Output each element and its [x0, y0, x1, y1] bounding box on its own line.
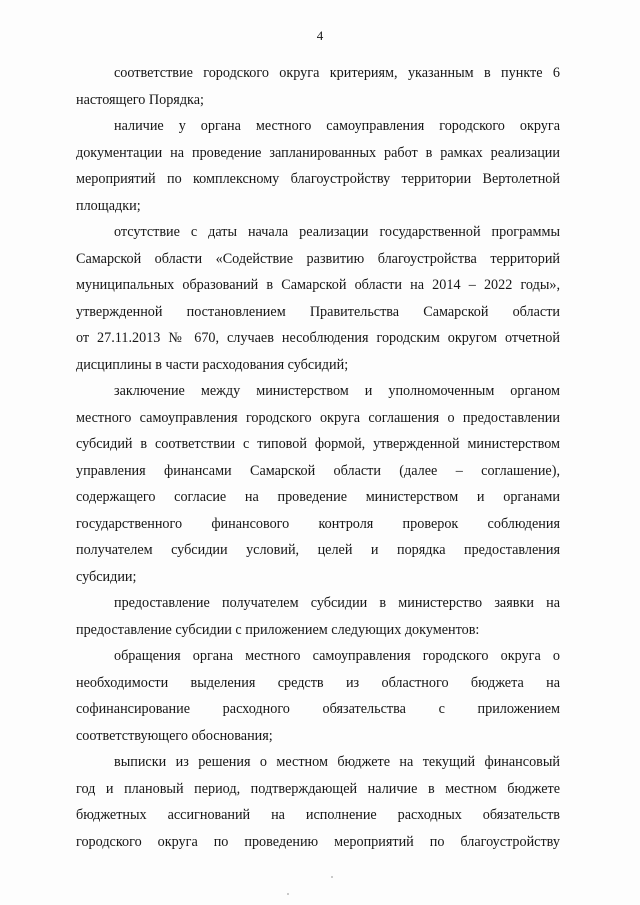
text-line: софинансирование расходного обязательства с приложением — [76, 701, 560, 717]
paragraph-documentation — [76, 113, 560, 219]
text-line: местного самоуправления городского округа соглашения о предоставлении — [76, 409, 560, 426]
document-body — [76, 60, 560, 855]
text-line: получателем субсидии условий, целей и порядка предоставления — [76, 542, 560, 558]
text-line: муниципальных образований в Самарской области на 2014 – 2022 годы», — [76, 277, 560, 293]
paragraph-criteria-compliance — [76, 60, 560, 113]
text-line: утвержденной постановлением Правительства Самарской области — [76, 303, 560, 320]
text-line: наличие у органа местного самоуправления городского округа — [114, 118, 560, 134]
text-line: содержащего согласие на проведение министерством и органами — [76, 489, 560, 505]
text-line: заключение между министерством и уполномоченным органом — [114, 383, 560, 399]
text-line: документации на проведение запланированных работ в рамках реализации — [76, 144, 560, 161]
paragraph-reporting-discipline — [76, 219, 560, 378]
scan-speck — [287, 893, 289, 895]
text-line: государственного финансового контроля проверок соблюдения — [76, 515, 560, 532]
text-line: от 27.11.2013 № 670, случаев несоблюдения городским округом отчетной — [76, 330, 560, 346]
text-line: бюджетных ассигнований на исполнение расходных обязательств — [76, 807, 560, 823]
text-line: Самарской области «Содействие развитию благоустройства территорий — [76, 250, 560, 267]
paragraph-agreement — [76, 378, 560, 590]
text-line: городского округа по проведению мероприятий по благоустройству — [76, 833, 560, 850]
text-line: соответствующего обоснования; — [76, 727, 273, 744]
text-line: настоящего Порядка; — [76, 91, 204, 108]
text-line: управления финансами Самарской области (далее – соглашение), — [76, 462, 560, 479]
scan-speck — [331, 876, 333, 878]
page-number: 4 — [316, 28, 324, 43]
text-line: отсутствие с даты начала реализации государственной программы — [114, 224, 560, 240]
paragraph-application — [76, 590, 560, 643]
text-line: выписки из решения о местном бюджете на текущий финансовый — [114, 754, 560, 770]
text-line: год и плановый период, подтверждающей наличие в местном бюджете — [76, 780, 560, 797]
text-line: предоставление получателем субсидии в министерство заявки на — [114, 595, 560, 611]
text-line: субсидии; — [76, 568, 137, 585]
text-line: дисциплины в части расходования субсидий; — [76, 356, 349, 373]
paragraph-appeal — [76, 643, 560, 749]
text-line: субсидий в соответствии с типовой формой, утвержденной министерством — [76, 436, 560, 452]
text-line: предоставление субсидии с приложением следующих документов: — [76, 621, 480, 638]
text-line: мероприятий по комплексному благоустройству территории Вертолетной — [76, 171, 560, 187]
text-line: соответствие городского округа критериям, указанным в пункте 6 — [114, 65, 560, 81]
paragraph-budget-extract — [76, 749, 560, 855]
text-line: площадки; — [76, 197, 141, 214]
text-line: обращения органа местного самоуправления городского округа о — [114, 648, 560, 664]
text-line: необходимости выделения средств из областного бюджета на — [76, 674, 560, 691]
